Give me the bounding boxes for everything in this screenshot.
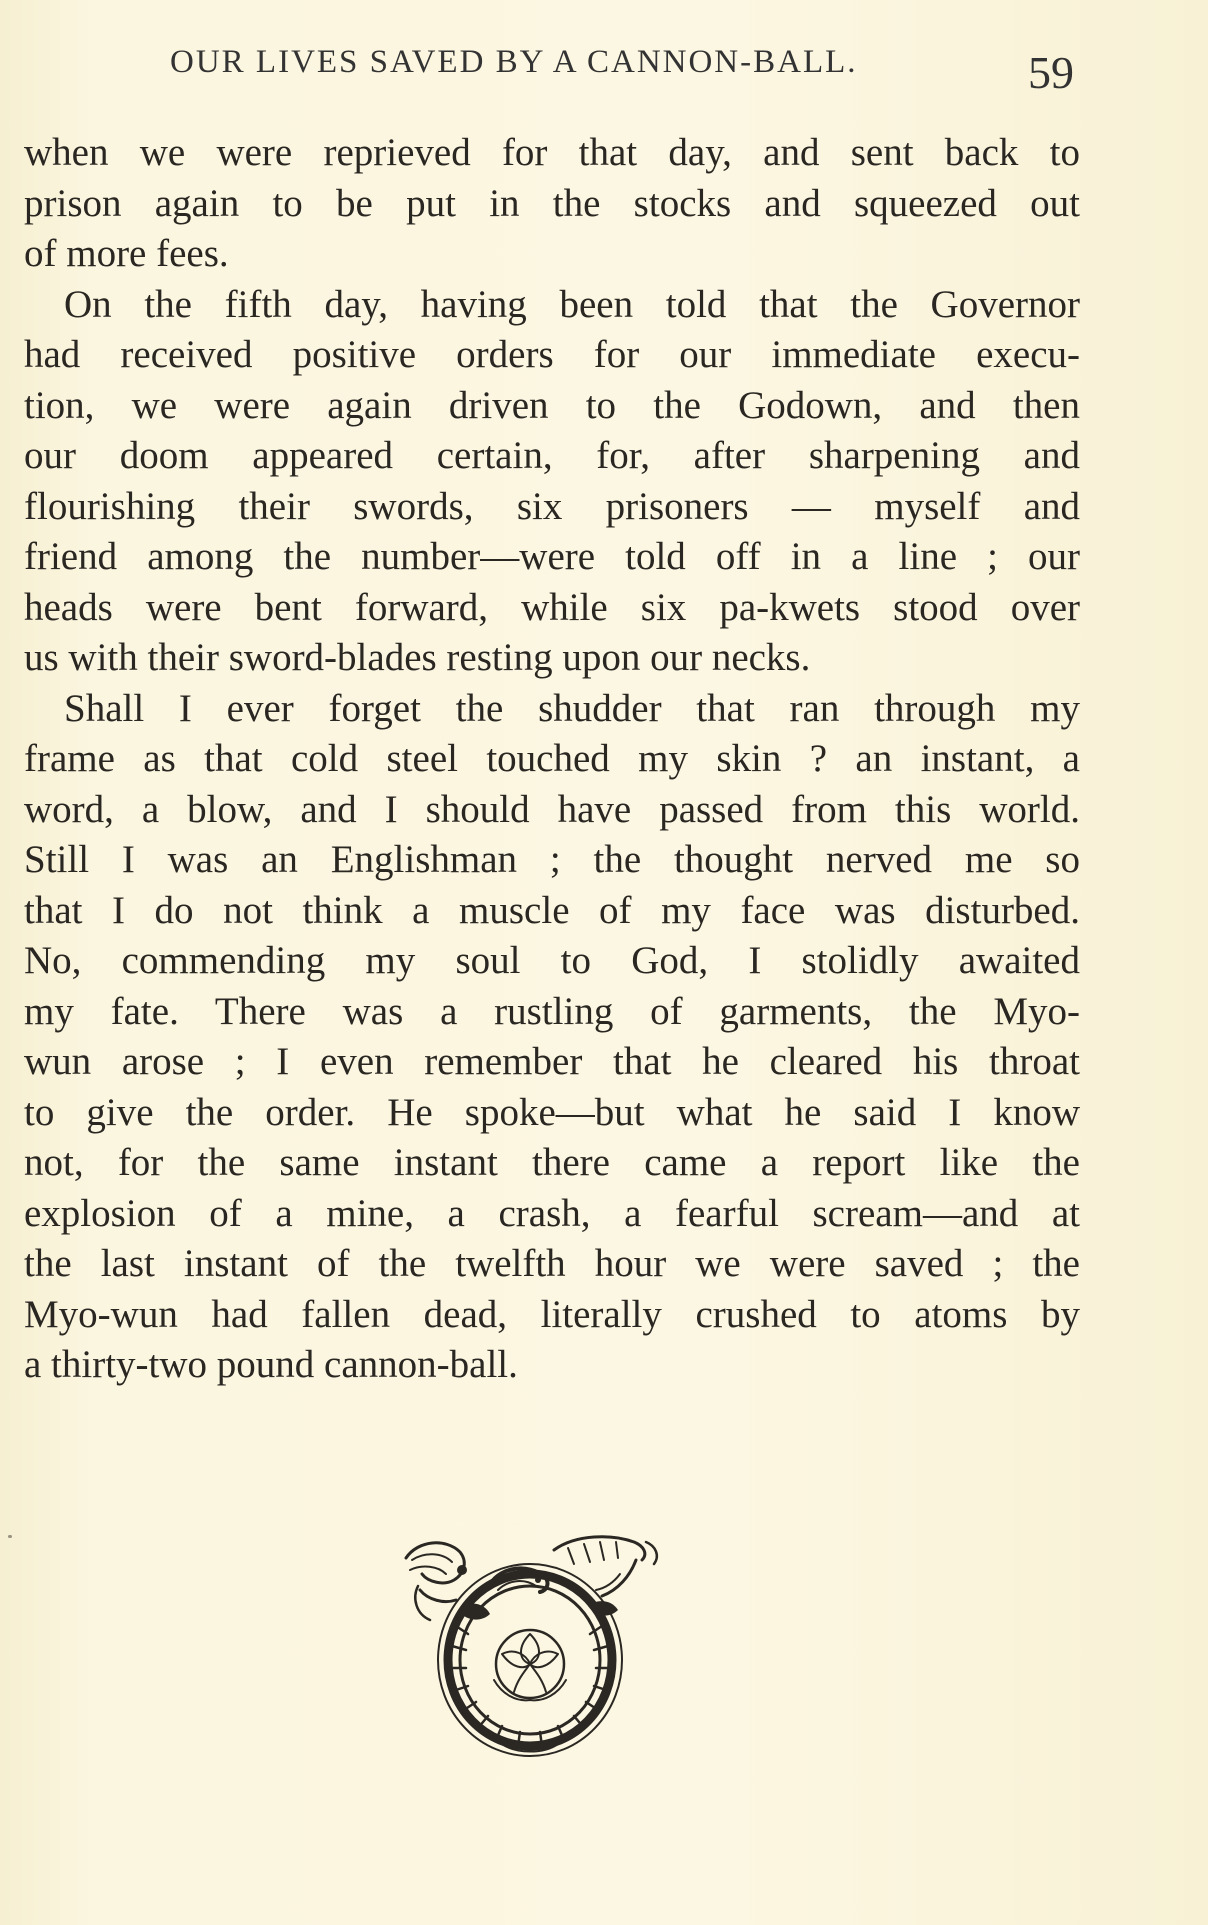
page-number: 59 xyxy=(1028,47,1074,98)
text-line: Myo-wun had fallen dead, literally crushed to atoms by xyxy=(24,1292,1080,1336)
text-line: frame as that cold steel touched my skin ? an instant, a xyxy=(24,737,1080,780)
running-head: OUR LIVES SAVED BY A CANNON-BALL. xyxy=(170,44,858,80)
text-line: wun arose ; I even remember that he cleared his throat xyxy=(24,1040,1080,1083)
text-line: our doom appeared certain, for, after sharpening and xyxy=(24,434,1080,477)
text-line: us with their sword-blades resting upon our necks. xyxy=(24,636,811,679)
text-line: a thirty-two pound cannon-ball. xyxy=(24,1343,518,1386)
text-line: No, commending my soul to God, I stolidly awaited xyxy=(24,939,1080,982)
text-line: Still I was an Englishman ; the thought nerved me so xyxy=(24,838,1080,881)
text-line: my fate. There was a rustling of garments, the Myo- xyxy=(24,989,1080,1033)
text-line: of more fees. xyxy=(24,232,229,275)
text-line: the last instant of the twelfth hour we were saved ; the xyxy=(24,1242,1080,1285)
text-line: flourishing their swords, six prisoners — myself and xyxy=(24,484,1080,528)
text-line: had received positive orders for our immediate execu- xyxy=(24,333,1080,376)
text-line: prison again to be put in the stocks and squeezed out xyxy=(24,181,1080,225)
text-line: Shall I ever forget the shudder that ran through my xyxy=(64,686,1080,730)
text-line: when we were reprieved for that day, and sent back to xyxy=(24,131,1080,174)
paper-speck xyxy=(8,1535,12,1538)
text-line: that I do not think a muscle of my face was disturbed. xyxy=(24,888,1080,932)
text-line: explosion of a mine, a crash, a fearful scream—and at xyxy=(24,1191,1080,1235)
text-line: word, a blow, and I should have passed from this world. xyxy=(24,787,1080,831)
text-line: to give the order. He spoke—but what he said I know xyxy=(24,1090,1080,1134)
text-line: heads were bent forward, while six pa-kwets stood over xyxy=(24,585,1080,629)
text-line: not, for the same instant there came a report like the xyxy=(24,1141,1080,1184)
text-line: On the fifth day, having been told that the Governor xyxy=(64,282,1080,326)
body-text xyxy=(24,128,1080,1391)
tailpiece-ornament-icon xyxy=(398,1530,698,1760)
text-line: tion, we were again driven to the Godown, and then xyxy=(24,383,1080,427)
text-line: friend among the number—were told off in a line ; our xyxy=(24,535,1080,578)
